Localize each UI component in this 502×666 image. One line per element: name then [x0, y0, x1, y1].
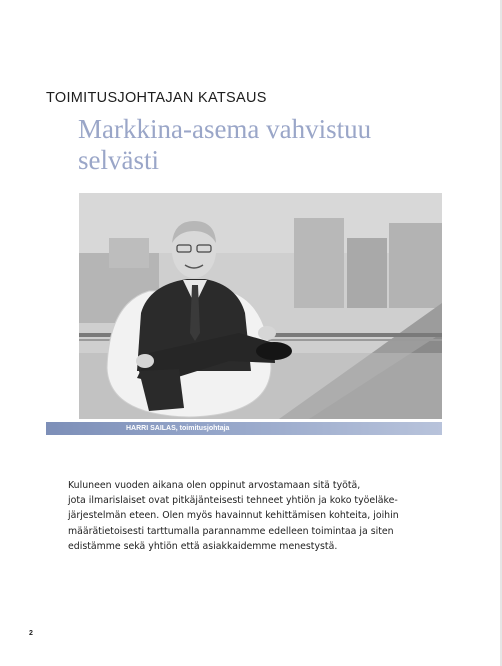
- photo-caption-bar: [46, 422, 442, 435]
- section-label: TOIMITUSJOHTAJAN KATSAUS: [46, 90, 267, 106]
- body-line: järjestelmän eteen. Olen myös havainnut kehittämisen kohteita, joihin: [68, 510, 399, 522]
- title-line-2: selvästi: [78, 145, 159, 175]
- body-line: jota ilmarislaiset ovat pitkäjänteisesti tehneet yhtiön ja koko työeläke-: [68, 495, 398, 507]
- intro-paragraph: [68, 478, 448, 554]
- body-line: määrätietoisesti tarttumalla parannamme edelleen toimintaa ja siten: [68, 525, 394, 537]
- photo-caption: HARRI SAILAS, toimitusjohtaja: [126, 425, 230, 432]
- body-line: edistämme sekä yhtiön että asiakkaidemme menestystä.: [68, 540, 338, 552]
- page-title: [78, 114, 458, 176]
- body-line: Kuluneen vuoden aikana olen oppinut arvostamaan sitä työtä,: [68, 480, 361, 491]
- portrait-photo: [79, 193, 442, 419]
- portrait-illustration: [79, 193, 442, 419]
- title-line-1: Markkina-asema vahvistuu: [78, 114, 372, 144]
- page-number: 2: [29, 630, 33, 637]
